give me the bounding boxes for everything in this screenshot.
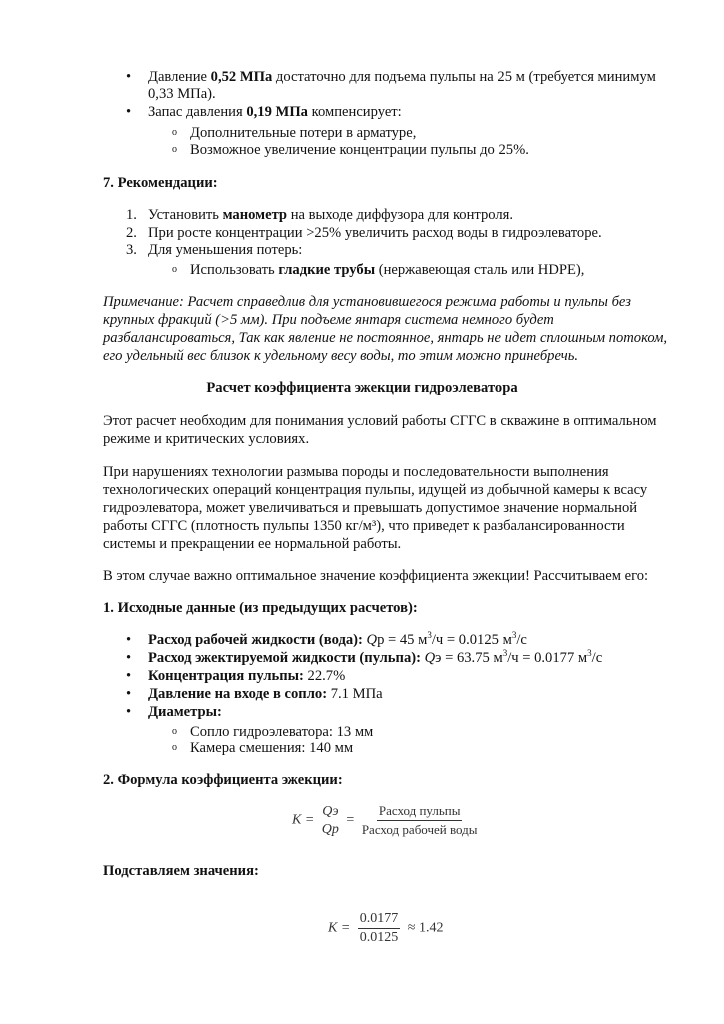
item-number: 2.	[126, 225, 137, 241]
bullet-icon: •	[126, 686, 132, 702]
sub-bullet-item	[172, 261, 585, 279]
bullet-item	[126, 103, 402, 121]
bullet-icon: •	[126, 104, 132, 120]
superscript: 3	[511, 630, 517, 641]
result: ≈ 1.42	[407, 920, 444, 936]
text: достаточно для подъема пульпы на 25 м (требуется минимум	[272, 69, 656, 85]
text: р = 45 м	[377, 632, 428, 648]
paragraph-line: системы и прекращении ее нормальной работы.	[103, 536, 402, 552]
text: э = 63.75 м	[435, 650, 503, 666]
text: (нержавеющая сталь или HDPE),	[375, 262, 585, 278]
equals-sign: =	[346, 812, 355, 828]
text: Возможное увеличение концентрации пульпы до 25%.	[190, 142, 529, 158]
circle-bullet-icon: o	[172, 726, 177, 737]
text: Дополнительные потери в арматуре,	[190, 125, 417, 141]
text: /с	[591, 650, 603, 666]
formula-lhs: K =	[328, 920, 351, 936]
bold-text: Расход эжектируемой жидкости (пульпа):	[148, 650, 421, 666]
denominator: Расход рабочей воды	[361, 822, 478, 837]
text: на выходе диффузора для контроля.	[287, 207, 514, 223]
fraction	[362, 802, 478, 839]
bullet-item	[126, 703, 222, 721]
text: /ч = 0.0177 м	[507, 650, 588, 666]
numerator: Qэ	[322, 803, 339, 819]
paragraph-line: гидроэлеватора, может увеличиваться и превышать допустимое значение нормальной	[103, 500, 638, 516]
item-number: 1.	[126, 207, 137, 223]
note-line: разбалансироваться, Так как явление не постоянное, янтарь не идет сплошным потоком,	[103, 330, 668, 346]
bullet-item	[126, 685, 383, 703]
bullet-continuation: 0,33 МПа).	[148, 86, 216, 102]
note-line: Примечание: Расчет справедлив для установившегося режима работы и пульпы без	[103, 294, 631, 310]
fraction	[322, 803, 339, 839]
formula-lhs: K =	[292, 812, 315, 828]
superscript: 3	[587, 648, 592, 659]
bold-text: гладкие трубы	[278, 262, 376, 278]
text: Камера смешения: 140 мм	[190, 740, 354, 756]
text: При росте концентрации >25% увеличить расход воды в гидроэлеваторе.	[148, 225, 602, 241]
circle-bullet-icon: o	[172, 264, 177, 275]
text: 7.1 МПа	[327, 686, 383, 702]
section-heading: 1. Исходные данные (из предыдущих расчетов):	[103, 600, 418, 616]
text: Давление	[148, 69, 211, 85]
circle-bullet-icon: o	[172, 127, 177, 138]
formula-substitution	[328, 910, 443, 947]
sub-bullet-item	[172, 141, 529, 159]
note-line: его удельный вес близок к удельному весу воды, то этим можно принебречь.	[103, 348, 579, 364]
bullet-item	[126, 667, 346, 685]
bold-text: Концентрация пульпы:	[148, 668, 304, 684]
bullet-item	[126, 648, 603, 667]
circle-bullet-icon: o	[172, 742, 177, 753]
bullet-icon: •	[126, 704, 132, 720]
formula-ejection-coefficient	[292, 802, 482, 839]
paragraph-line: работы СГГС (плотность пульпы 1350 кг/м³), что приведет к разбалансированности	[103, 518, 625, 534]
paragraph-line: При нарушениях технологии размыва породы и последовательности выполнения	[103, 464, 609, 480]
superscript: 3	[502, 648, 508, 659]
numbered-item	[126, 241, 303, 259]
numerator: Расход пульпы	[377, 802, 463, 821]
text: 22.7%	[303, 668, 346, 684]
paragraph-line: режиме и критических условиях.	[103, 431, 310, 447]
section-heading: Подставляем значения:	[103, 863, 259, 879]
text: Запас давления	[148, 104, 247, 120]
text: /ч = 0.0125 м	[431, 632, 512, 648]
numbered-item	[126, 224, 602, 242]
text: Сопло гидроэлеватора: 13 мм	[190, 724, 374, 740]
text: /с	[516, 632, 527, 648]
text: Q	[366, 632, 378, 648]
note-line: крупных фракций (>5 мм). При подъеме янтаря система немного будет	[103, 312, 554, 328]
bullet-item	[126, 630, 527, 649]
numbered-item	[126, 206, 514, 224]
text: компенсирует:	[307, 104, 402, 120]
bullet-icon: •	[126, 668, 132, 684]
sub-bullet-item	[172, 124, 417, 142]
bold-text: Диаметры:	[148, 704, 222, 720]
paragraph-line: Этот расчет необходим для понимания условий работы СГГС в скважине в оптимальном	[103, 413, 657, 429]
text: Для уменьшения потерь:	[148, 242, 303, 258]
section-title: Расчет коэффициента эжекции гидроэлеватора	[206, 380, 518, 396]
section-heading: 7. Рекомендации:	[103, 175, 218, 191]
bold-text: Расход рабочей жидкости (вода):	[148, 632, 363, 648]
sub-bullet-item	[172, 739, 354, 757]
item-number: 3.	[126, 242, 137, 258]
denominator: 0.0125	[359, 930, 399, 945]
text: Использовать	[190, 262, 279, 278]
bold-text: 0,52 МПа	[210, 69, 273, 85]
text: Q	[424, 650, 436, 666]
paragraph-line: технологических операций концентрация пульпы, идущей из добычной камеры к всасу	[103, 482, 648, 498]
fraction	[358, 910, 401, 947]
bullet-icon: •	[126, 650, 132, 666]
numerator: 0.0177	[358, 910, 401, 929]
denominator: Qр	[321, 821, 339, 837]
bold-text: 0,19 МПа	[246, 104, 308, 120]
bullet-icon: •	[126, 69, 132, 85]
bold-text: манометр	[222, 207, 288, 223]
superscript: 3	[427, 630, 432, 641]
bullet-item	[126, 68, 656, 86]
bullet-icon: •	[126, 632, 132, 648]
text: Установить	[148, 207, 223, 223]
circle-bullet-icon: o	[172, 144, 177, 155]
section-heading: 2. Формула коэффициента эжекции:	[103, 772, 343, 788]
bold-text: Давление на входе в сопло:	[148, 686, 328, 702]
paragraph-line: В этом случае важно оптимальное значение коэффициента эжекции! Рассчитываем его:	[103, 568, 649, 584]
